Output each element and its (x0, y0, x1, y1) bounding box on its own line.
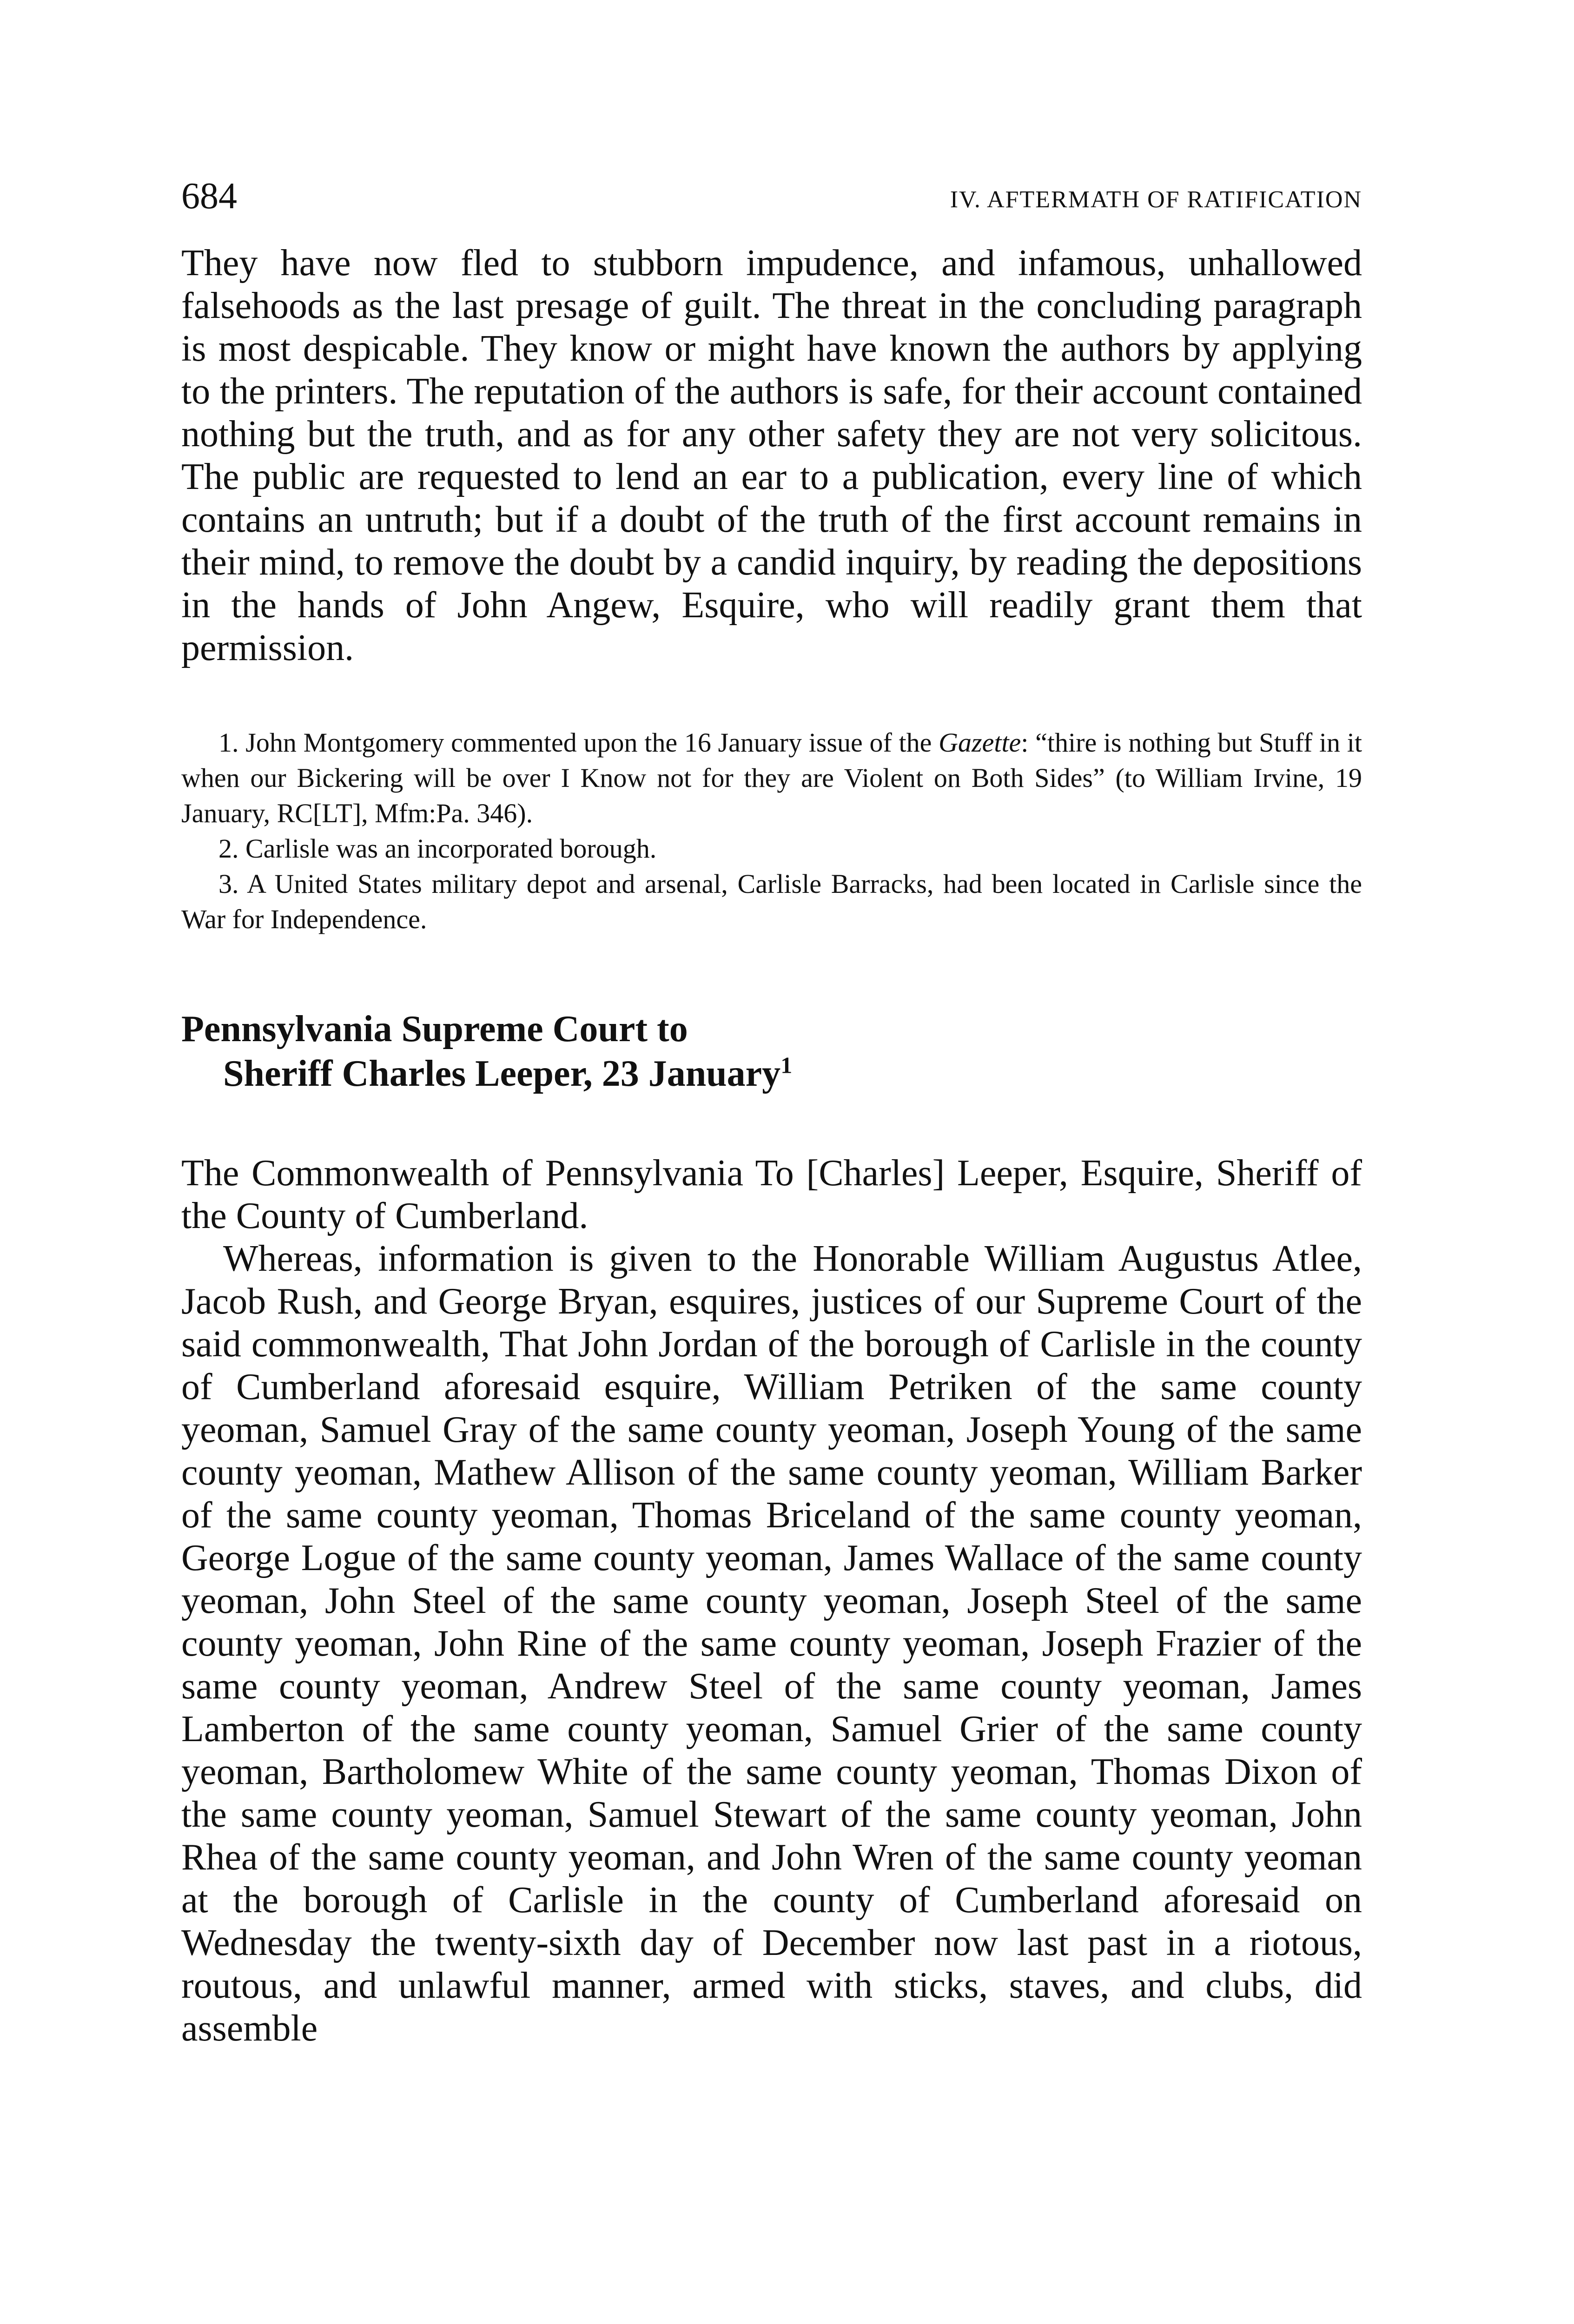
document-page (181, 172, 1362, 2050)
section-title: IV. AFTERMATH OF RATIFICATION (950, 186, 1362, 213)
document-heading-line-1: Pennsylvania Supreme Court to (181, 1009, 688, 1050)
footnotes (181, 725, 1362, 937)
footnote-1-text-start: 1. John Montgomery commented upon the 16 January issue of the (218, 727, 939, 758)
footnote-1-gazette-title: Gazette (939, 727, 1021, 758)
opening-paragraph: They have now fled to stubborn impudence, and infamous, unhallowed falsehoods as the last presage of guilt. The threat in the concluding paragraph is most despicable. They know or might have known the authors by applying to the printers. The reputation of the authors is safe, for their account contained nothing but the truth, and as for any other safety they are not very solicitous. The public are requested to lend an ear to a publication, every line of which contains an untruth; but if a doubt of the truth of the first account remains in their mind, to remove the doubt by a candid inquiry, by reading the depositions in the hands of John Angew, Esquire, who will readily grant them that permission. (181, 243, 1362, 668)
footnote-2: 2. Carlisle was an incorporated borough. (218, 833, 657, 864)
footnote-ref: 1 (780, 1052, 793, 1078)
document-heading (181, 1007, 1362, 1096)
footnote-1 (181, 725, 1362, 831)
whereas-paragraph: Whereas, information is given to the Honorable William Augustus Atlee, Jacob Rush, and George Bryan, esquires, justices of our Supreme Court of the said commonwealth, That John Jordan of the borough of Carlisle in the county of Cumberland aforesaid esquire, William Petriken of the same county yeoman, Samuel Gray of the same county yeoman, Joseph Young of the same county yeoman, Mathew Allison of the same county yeoman, William Barker of the same county yeoman, Thomas Briceland of the same county yeoman, George Logue of the same county yeoman, James Wallace of the same county yeoman, John Steel of the same county yeoman, Joseph Steel of the same county yeoman, John Rine of the same county yeoman, Joseph Frazier of the same county yeoman, Andrew Steel of the same county yeoman, James Lamberton of the same county yeoman, Samuel Grier of the same county yeoman, Bartholomew White of the same county yeoman, Thomas Dixon of the same county yeoman, Samuel Stewart of the same county yeoman, John Rhea of the same county yeoman, and John Wren of the same county yeoman at the borough of Carlisle in the county of Cumberland aforesaid on Wednesday the twenty-sixth day of December now last past in a riotous, routous, and unlawful manner, armed with sticks, staves, and clubs, did assemble (181, 1238, 1362, 2049)
page-number: 684 (181, 176, 237, 217)
running-head (181, 172, 1362, 223)
footnote-3: 3. A United States military depot and arsenal, Carlisle Barracks, had been located in Carlisle since the War for Independence. (181, 869, 1362, 934)
document-heading-line-2-text: Sheriff Charles Leeper, 23 January (223, 1053, 781, 1094)
address-paragraph: The Commonwealth of Pennsylvania To [Charles] Leeper, Esquire, Sheriff of the County of Cumberland. (181, 1153, 1362, 1236)
footnote-1-text-end: : “thire is nothing but Stuff in it when our Bickering will be over I Know not for they are Violent on Both Sides” (to William Irvine, 19 January, RC[LT], Mfm:Pa. 346). (181, 727, 1362, 828)
document-heading-line-2 (181, 1051, 1362, 1096)
